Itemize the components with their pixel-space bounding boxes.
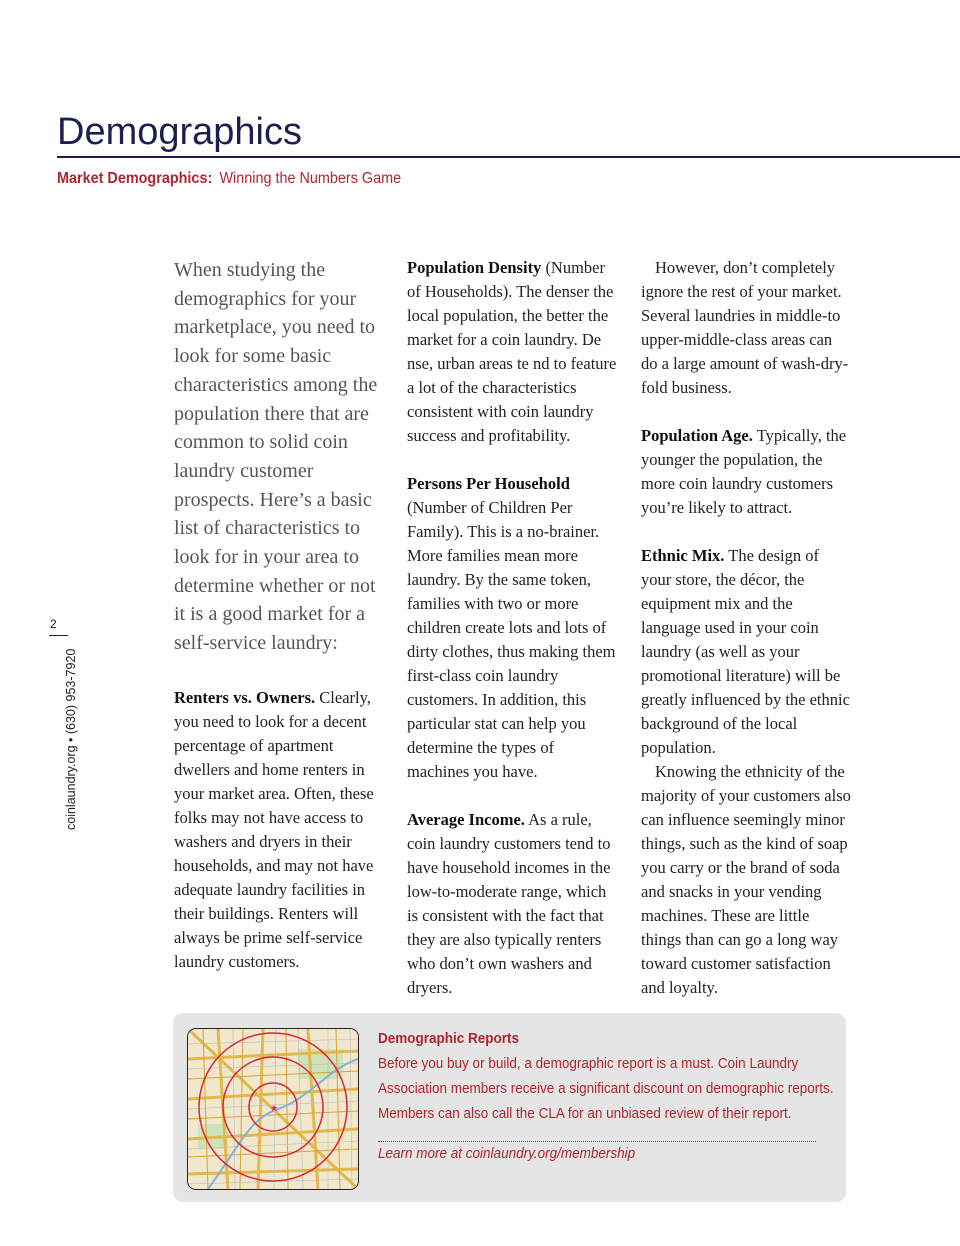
intro-paragraph: When studying the demographics for your marketplace, you need to look for some basic characteristics among the population there that are common to solid coin laundry customer prospects. Here’s a basic list of characteristics to look for in your area to determine whether or not it is a good market for a self-service laundry: [174, 259, 378, 655]
income-paragraph [407, 808, 617, 1000]
income-heading: Average Income. [407, 810, 525, 829]
membership-link[interactable]: Learn more at coinlaundry.org/membership [378, 1145, 636, 1162]
density-paragraph [407, 256, 617, 448]
column-1 [174, 256, 380, 974]
callout-title: Demographic Reports [378, 1030, 520, 1047]
dotted-divider [378, 1141, 816, 1142]
ethnicity-paragraph: Knowing the ethnicity of the majority of your customers also can influence seemingly minor things, such as the kind of soap you carry or the brand of soda and snacks in your vending machines. These are little things than can go a long way toward customer satisfaction and loyalty. [641, 762, 851, 997]
callout-line: Members can also call the CLA for an unbiased review of their report. [378, 1105, 792, 1122]
contact-sidebar: coinlaundry.org • (630) 953-7920 [64, 648, 78, 830]
page-number: 2 [50, 617, 57, 631]
density-text: (Number of Households). The denser the local population, the better the market for a coin laundry. De nse, urban areas te nd to feature a lot of the characteristics consistent with coin laundry success and profitability. [407, 258, 617, 445]
age-text: Typically, the younger the population, the more coin laundry customers you’re likely to attract. [641, 426, 847, 517]
renters-paragraph [174, 686, 380, 974]
ethnic-text: The design of your store, the décor, the equipment mix and the language used in your coin laundry (as well as your promotional literature) will be greatly influenced by the ethnic background of the local population. [641, 546, 850, 757]
age-paragraph [641, 424, 851, 520]
callout-line: Association members receive a significant discount on demographic reports. [378, 1080, 834, 1097]
map-thumbnail [187, 1028, 359, 1190]
income-text: As a rule, coin laundry customers tend to have household incomes in the low-to-moderate range, which is consistent with the fact that they are also typically renters who don’t own washers and dryers. [407, 810, 611, 997]
ethnic-paragraph [641, 544, 851, 760]
ethnic-heading: Ethnic Mix. [641, 546, 725, 565]
household-text: (Number of Children Per Family). This is a no-brainer. More families mean more laundry. By the same token, families with two or more children create lots and lots of dirty clothes, thus making them first-class coin laundry customers. In addition, this particular stat can help you determine the types of machines you have. [407, 498, 616, 781]
renters-heading: Renters vs. Owners. [174, 687, 316, 707]
household-paragraph [407, 472, 617, 784]
page-number-rule [49, 635, 68, 636]
column-2 [407, 256, 617, 1000]
subtitle-lead: Market Demographics: [57, 170, 213, 187]
household-heading: Persons Per Household [407, 474, 570, 493]
demographic-reports-callout [173, 1013, 846, 1202]
column-3 [641, 256, 851, 1000]
renters-text: Clearly, you need to look for a decent percentage of apartment dwellers and home renters in your market area. Often, these folks may not have access to washers and dryers in their households, and may not have adequate laundry facilities in their buildings. Renters will always be prime self-service laundry customers. [174, 687, 374, 971]
density-heading: Population Density [407, 258, 542, 277]
title-divider [57, 156, 960, 158]
page-subtitle [57, 170, 401, 188]
age-heading: Population Age. [641, 426, 753, 445]
subtitle-text: Winning the Numbers Game [219, 170, 402, 187]
market-paragraph: However, don’t completely ignore the rest of your market. Several laundries in middle-to upper-middle-class areas can do a large amount of wash-dry-fold business. [641, 258, 849, 397]
svg-text:★: ★ [270, 1103, 279, 1113]
page-title: Demographics [57, 111, 302, 153]
callout-body [378, 1051, 834, 1126]
callout-content [378, 1026, 834, 1126]
map-illustration [188, 1029, 358, 1189]
callout-line: Before you buy or build, a demographic report is a must. Coin Laundry [378, 1055, 799, 1072]
